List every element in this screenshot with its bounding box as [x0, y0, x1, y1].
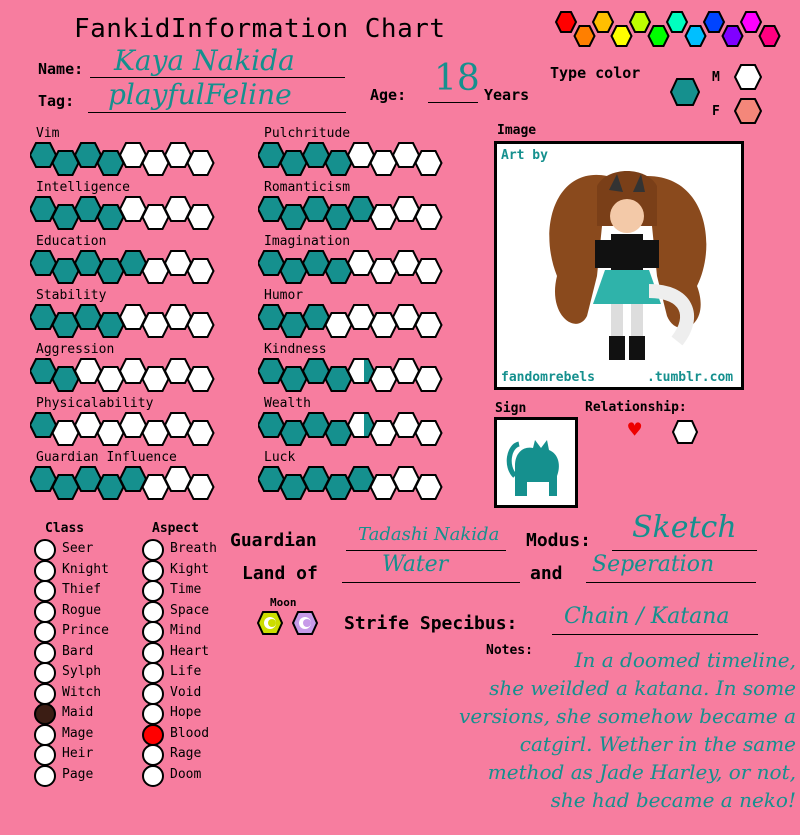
class-radio[interactable]: [34, 580, 56, 602]
stat-hex[interactable]: [416, 421, 442, 445]
notes-line: catgirl. Wether in the same: [519, 732, 796, 756]
stat-hex[interactable]: [416, 313, 442, 337]
class-label: Witch: [62, 684, 102, 700]
aspect-label: Doom: [170, 766, 202, 782]
class-radio[interactable]: [34, 744, 56, 766]
strife-value: Chain / Katana: [564, 604, 730, 629]
class-radio[interactable]: [34, 703, 56, 725]
age-label: Age:: [370, 86, 407, 104]
notes-line: versions, she somehow became a: [459, 704, 796, 728]
class-label: Thief: [62, 582, 102, 597]
aspect-label: Time: [170, 582, 202, 597]
aspect-label: Hope: [170, 705, 202, 720]
rainbow-hex-7[interactable]: [686, 26, 706, 46]
left-stat-label: Stability: [36, 288, 107, 303]
class-label: Seer: [62, 541, 94, 556]
sign-label: Sign: [495, 401, 527, 416]
rainbow-hex-9[interactable]: [723, 26, 743, 46]
left-stat-hexes-1: [30, 195, 220, 231]
class-radio[interactable]: [34, 765, 56, 787]
right-stat-hexes-5: [258, 411, 448, 447]
left-stat-label: Intelligence: [36, 180, 130, 195]
class-label: Knight: [62, 561, 109, 577]
tag-label: Tag:: [38, 92, 75, 110]
stat-hex[interactable]: [416, 205, 442, 229]
aspect-radio[interactable]: [142, 539, 164, 561]
notes-line: she weilded a katana. In some: [489, 676, 796, 700]
right-stat-hexes-6: [258, 465, 448, 501]
stat-hex[interactable]: [416, 259, 442, 283]
sign-box: [494, 417, 578, 508]
moon-prospit-icon[interactable]: [257, 611, 283, 635]
rainbow-hex-8[interactable]: [704, 12, 724, 32]
class-label: Mage: [62, 725, 94, 741]
stat-hex[interactable]: [416, 151, 442, 175]
notes-label: Notes:: [486, 643, 533, 658]
aspect-radio[interactable]: [142, 621, 164, 643]
stat-hex[interactable]: [188, 367, 214, 391]
right-stat-label: Romanticism: [264, 180, 351, 195]
land-value-2: Seperation: [592, 552, 715, 577]
right-stat-hexes-4: [258, 357, 448, 393]
age-field[interactable]: [428, 58, 480, 103]
guardian-field[interactable]: [346, 526, 506, 551]
aspect-label: Space: [170, 602, 210, 618]
moon-derse-icon[interactable]: [292, 611, 318, 635]
class-radio[interactable]: [34, 621, 56, 643]
modus-value: Sketch: [632, 510, 737, 545]
class-header: Class: [45, 521, 85, 536]
name-label: Name:: [38, 60, 84, 78]
rainbow-hex-palette: [552, 10, 782, 50]
stat-hex[interactable]: [188, 313, 214, 337]
aspect-label: Heart: [170, 643, 210, 659]
left-stat-hexes-4: [30, 357, 220, 393]
type-color-f-label: F: [712, 104, 720, 119]
rainbow-hex-1[interactable]: [575, 26, 595, 46]
class-radio[interactable]: [34, 601, 56, 623]
aspect-radio[interactable]: [142, 724, 164, 746]
aspect-label: Blood: [170, 725, 210, 741]
rainbow-hex-3[interactable]: [612, 26, 632, 46]
rainbow-hex-0[interactable]: [556, 12, 576, 32]
rainbow-hex-2[interactable]: [593, 12, 613, 32]
guardian-label: Guardian: [230, 530, 317, 551]
aspect-label: Life: [170, 664, 202, 679]
right-stat-hexes-0: [258, 141, 448, 177]
notes-line: she had became a neko!: [550, 788, 796, 812]
left-stat-label: Physicalability: [36, 396, 154, 411]
aspect-radio[interactable]: [142, 683, 164, 705]
left-stat-hexes-2: [30, 249, 220, 285]
aspect-radio[interactable]: [142, 744, 164, 766]
art-by-label: Art by: [501, 148, 548, 163]
left-stat-hexes-5: [30, 411, 220, 447]
right-stat-label: Luck: [264, 450, 296, 465]
right-stat-label: Pulchritude: [264, 126, 351, 141]
left-stat-hexes-6: [30, 465, 220, 501]
class-radio[interactable]: [34, 560, 56, 582]
rainbow-hex-5[interactable]: [649, 26, 669, 46]
left-stat-label: Education: [36, 234, 107, 249]
stat-hex[interactable]: [416, 367, 442, 391]
stat-hex[interactable]: [188, 205, 214, 229]
stat-hex[interactable]: [188, 421, 214, 445]
class-radio[interactable]: [34, 724, 56, 746]
class-radio[interactable]: [34, 683, 56, 705]
type-color-label: Type color: [550, 64, 641, 82]
rainbow-hex-4[interactable]: [630, 12, 650, 32]
aspect-radio[interactable]: [142, 765, 164, 787]
tag-field[interactable]: [88, 78, 346, 113]
aspect-radio[interactable]: [142, 580, 164, 602]
land-label: Land of: [242, 563, 318, 584]
right-stat-label: Wealth: [264, 396, 311, 411]
class-radio[interactable]: [34, 662, 56, 684]
character-drawing: [537, 166, 717, 366]
strife-label: Strife Specibus:: [344, 613, 518, 634]
land-value-1: Water: [382, 552, 449, 577]
name-field[interactable]: [90, 44, 345, 78]
aspect-radio[interactable]: [142, 560, 164, 582]
right-stat-hexes-1: [258, 195, 448, 231]
class-radio[interactable]: [34, 539, 56, 561]
modus-label: Modus:: [526, 530, 592, 551]
aspect-header: Aspect: [152, 521, 199, 536]
left-stat-label: Aggression: [36, 342, 115, 357]
aspect-label: Rage: [170, 746, 202, 761]
modus-field[interactable]: [612, 510, 757, 551]
cat-sign-icon: [505, 426, 569, 502]
aspect-label: Kight: [170, 561, 210, 577]
stat-hex[interactable]: [416, 475, 442, 499]
right-stat-label: Imagination: [264, 234, 351, 249]
land-and: and: [530, 563, 563, 584]
class-label: Maid: [62, 705, 94, 720]
page-title: FankidInformation Chart: [74, 14, 446, 44]
class-label: Sylph: [62, 664, 102, 679]
rainbow-hex-6[interactable]: [667, 12, 687, 32]
aspect-radio[interactable]: [142, 703, 164, 725]
notes-line: method as Jade Harley, or not,: [487, 760, 796, 784]
credit-left: fandomrebels: [501, 370, 595, 385]
image-label: Image: [497, 123, 537, 138]
right-stat-hexes-2: [258, 249, 448, 285]
age-value: 18: [434, 58, 480, 99]
credit-right: .tumblr.com: [647, 370, 734, 385]
male-hex-icon[interactable]: [734, 64, 762, 90]
class-radio[interactable]: [34, 642, 56, 664]
class-label: Page: [62, 766, 94, 782]
right-stat-label: Kindness: [264, 342, 327, 357]
left-stat-hexes-0: [30, 141, 220, 177]
relationship-label: Relationship:: [585, 400, 687, 415]
tag-value: playfulFeline: [108, 78, 292, 111]
left-stat-label: Vim: [36, 126, 60, 141]
left-stat-hexes-3: [30, 303, 220, 339]
class-label: Rogue: [62, 602, 102, 618]
class-label: Bard: [62, 643, 94, 659]
age-unit: Years: [484, 86, 530, 104]
class-label: Prince: [62, 623, 109, 638]
aspect-radio[interactable]: [142, 601, 164, 623]
stat-hex[interactable]: [188, 151, 214, 175]
right-stat-hexes-3: [258, 303, 448, 339]
stat-hex[interactable]: [188, 259, 214, 283]
moon-label: Moon: [270, 596, 297, 609]
rainbow-hex-10[interactable]: [741, 12, 761, 32]
notes-text: [426, 646, 796, 814]
relationship-hex-icon[interactable]: [672, 420, 698, 444]
type-color-m-label: M: [712, 70, 720, 85]
aspect-label: Void: [170, 684, 202, 700]
notes-line: In a doomed timeline,: [574, 648, 796, 672]
character-image: [494, 141, 744, 390]
aspect-radio[interactable]: [142, 662, 164, 684]
land-field-1[interactable]: [342, 552, 520, 583]
right-stat-label: Humor: [264, 288, 304, 303]
aspect-label: Mind: [170, 623, 202, 638]
heart-icon[interactable]: ♥: [628, 418, 642, 443]
stat-hex[interactable]: [188, 475, 214, 499]
left-stat-label: Guardian Influence: [36, 450, 177, 465]
class-label: Heir: [62, 746, 94, 761]
land-field-2[interactable]: [586, 552, 756, 583]
rainbow-hex-11[interactable]: [760, 26, 780, 46]
female-hex-icon[interactable]: [734, 98, 762, 124]
strife-field[interactable]: [552, 604, 758, 635]
aspect-radio[interactable]: [142, 642, 164, 664]
guardian-value: Tadashi Nakida: [358, 524, 500, 545]
aspect-label: Breath: [170, 541, 217, 556]
name-value: Kaya Nakida: [114, 44, 295, 77]
type-color-hex-icon: [670, 78, 700, 106]
